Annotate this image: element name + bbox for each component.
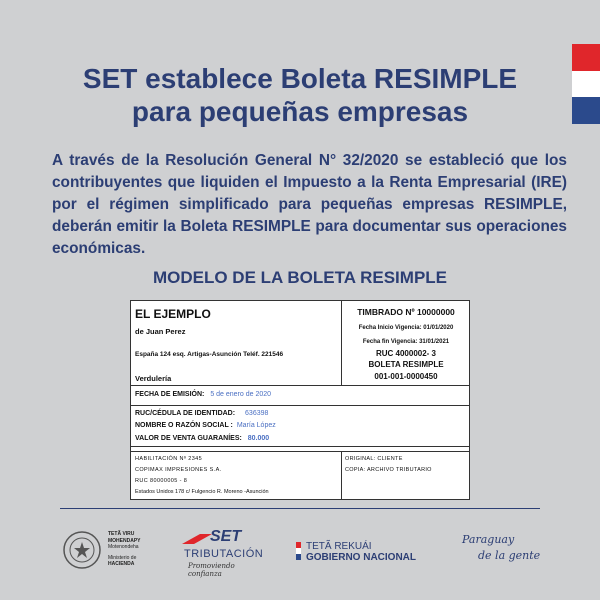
nombre-value: María López	[236, 422, 276, 429]
ruc-cedula-value: 636398	[245, 410, 269, 417]
boleta-divider-3	[131, 446, 469, 447]
ministry-line-3: Motenondeha	[108, 544, 139, 550]
ministry-line-4: Ministerio de	[108, 554, 137, 561]
ministry-line-1: TETÃ VIRU	[108, 531, 135, 537]
valor-label: VALOR DE VENTA GUARANÍES:	[135, 435, 242, 442]
valor-value: 80.000	[247, 435, 270, 442]
boleta-timbrado: TIMBRADO Nº 10000000	[357, 307, 455, 317]
boleta-imprenta-address: Estados Unidos 178 c/ Fulgencio R. Moreno -Asunción	[135, 489, 269, 495]
gobierno-flag-icon	[296, 542, 301, 560]
ministry-seal-icon	[62, 530, 102, 570]
boleta-divider-4	[131, 451, 469, 452]
boleta-fecha-emision-row	[135, 391, 271, 398]
nombre-label: NOMBRE O RAZÓN SOCIAL :	[135, 422, 233, 429]
tributacion-text: TRIBUTACIÓN	[184, 548, 264, 560]
boleta-valor-row	[135, 435, 269, 442]
boleta-fecha-fin: Fecha fin Vigencia: 31/01/2021	[362, 339, 450, 345]
slogan-line-1: Paraguay	[462, 533, 515, 546]
title-line-2: para pequeñas empresas	[131, 96, 469, 127]
title-line-1: SET establece Boleta RESIMPLE	[82, 63, 518, 94]
boleta-ruc: RUC 4000002- 3	[375, 349, 437, 358]
boleta-model-heading: MODELO DE LA BOLETA RESIMPLE	[152, 268, 448, 287]
boleta-habilitacion: HABILITACIÓN Nº 2345	[135, 456, 203, 462]
ministry-text	[108, 531, 141, 568]
boleta-ruc-cedula-row	[135, 410, 268, 417]
flag-white-stripe	[572, 71, 600, 98]
promoviendo-text: Promoviendo confianza	[188, 562, 235, 578]
boleta-fecha-inicio: Fecha Inicio Vigencia: 01/01/2020	[358, 325, 454, 331]
boleta-nombre-row	[135, 422, 276, 429]
boleta-activity: Verdulería	[135, 374, 172, 383]
ruc-cedula-label: RUC/CÉDULA DE IDENTIDAD:	[135, 410, 236, 417]
boleta-original: ORIGINAL: CLIENTE	[345, 456, 403, 462]
boleta-type: BOLETA RESIMPLE	[368, 360, 444, 369]
footer-divider	[60, 508, 540, 509]
boleta-imprenta-ruc: RUC 80000005 - 8	[135, 478, 188, 484]
boleta-imprenta: COPIMAX IMPRESIONES S.A.	[135, 467, 222, 473]
boleta-divider-vertical-2	[341, 451, 342, 499]
slogan-line-2: de la gente	[478, 549, 541, 562]
page-title	[30, 62, 570, 128]
boleta-divider-1	[131, 385, 469, 386]
boleta-copia: COPIA: ARCHIVO TRIBUTARIO	[345, 467, 432, 473]
gobierno-line-1: TETÃ REKUÁI	[306, 541, 372, 552]
ministry-line-5: HACIENDA	[108, 561, 135, 567]
flag-red-stripe	[572, 44, 600, 71]
set-swoosh-icon	[182, 532, 212, 546]
boleta-owner: de Juan Perez	[135, 327, 186, 336]
slogan-text	[462, 532, 540, 564]
gobierno-text	[306, 541, 416, 563]
fecha-emision-label: FECHA DE EMISIÓN:	[135, 391, 205, 398]
gobierno-line-2: GOBIERNO NACIONAL	[306, 552, 416, 563]
boleta-sample	[130, 300, 470, 500]
description-paragraph: A través de la Resolución General N° 32/2020 se estableció que los contribuyentes que liquiden el Impuesto a la Renta Empresarial (IRE) por el régimen simplificado para pequeñas empresas RESIMPLE, deberán emitir la Boleta RESIMPLE para documentar sus operaciones económicas.	[52, 152, 567, 257]
ministry-line-2: MOHENDAPY	[108, 537, 141, 544]
flag-blue-stripe	[572, 97, 600, 124]
boleta-divider-vertical	[341, 301, 342, 385]
boleta-number: 001-001-0000450	[374, 372, 438, 381]
boleta-divider-2	[131, 405, 469, 406]
set-logo	[180, 528, 264, 578]
fecha-emision-value: 5 de enero de 2020	[210, 391, 272, 398]
set-logo-text: SET	[210, 528, 242, 545]
paraguay-flag	[572, 44, 600, 124]
boleta-business-name: EL EJEMPLO	[135, 307, 211, 321]
boleta-address: España 124 esq. Artigas-Asunción Teléf. 221546	[135, 351, 284, 358]
